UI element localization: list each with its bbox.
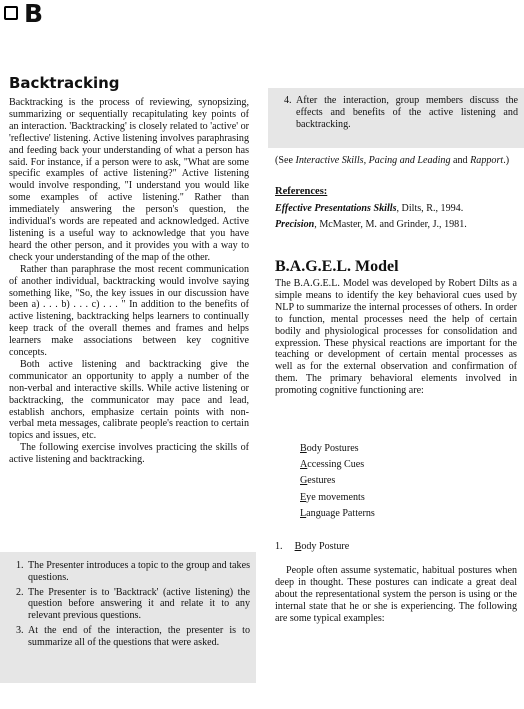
exercise-steps-box	[0, 552, 256, 683]
bagel-intro: The B.A.G.E.L. Model was developed by Robert Dilts as a simple means to identify the key behavioral cues used by NLP to summarize the internal processes of others. In order to function, mental processes need the help of certain bodily and physiological processes for consolidation and expression. These physical reactions are important for the teaching or development of certain mental processes as well as for the external observation and confirmation of them. The primary behavioral elements involved in promoting cognitive functioning are:	[275, 278, 517, 397]
backtracking-heading: Backtracking	[9, 74, 120, 92]
bagel-element: Gestures	[300, 475, 336, 487]
exercise-steps-continued-box	[268, 88, 524, 148]
exercise-step: 2. The Presenter is to 'Backtrack' (active listening) the question before answering it and relate it to any relevant previous questions.	[16, 586, 250, 622]
references-label: References:	[275, 186, 328, 197]
bagel-element: Language Patterns	[300, 507, 375, 519]
exercise-step: 4. After the interaction, group members discuss the effects and benefits of the active listening and backtracking.	[284, 95, 518, 130]
section-letter-header	[4, 0, 43, 26]
bagel-elements-list	[300, 441, 375, 522]
backtracking-body	[9, 97, 249, 466]
section-letter: B	[24, 0, 44, 28]
bagel-element: Eye movements	[300, 491, 365, 503]
backtracking-paragraph: Rather than paraphrase the most recent communication of another individual, backtracking would involve saying something like, "So, the key issues in our discussion have been a) . . . b) . . . c) . . . " In addition to the benefits of active listening, backtracking helps learners to continually keep track of the overall themes and frames and helps learners make associations between key cognitive concepts.	[9, 263, 249, 359]
body-posture-text: People often assume systematic, habitual postures when deep in thought. These postures can indicate a great deal about the representational system the person is using or the internal state that he or she is experiencing. The following are some typical examples:	[275, 565, 517, 624]
exercise-step: 1. The Presenter introduces a topic to the group and takes questions.	[16, 560, 250, 583]
backtracking-paragraph: Both active listening and backtracking give the communicator an opportunity to apply a number of the non-verbal and interactive skills. While active listening or backtracking, the communicator may pace and lead, establish anchors, emphasize certain points with non-verbal meta messages, calibrate people's reaction to certain topics and issues, etc.	[9, 358, 249, 442]
checkbox-icon[interactable]	[4, 6, 18, 20]
body-posture-heading: 1. Body Posture	[275, 541, 350, 552]
bagel-element: Body Postures	[300, 443, 359, 454]
exercise-step: 3. At the end of the interaction, the presenter is to summarize all of the questions that were asked.	[16, 624, 250, 648]
see-also: (See Interactive Skills, Pacing and Leading and Rapport.)	[275, 155, 510, 166]
reference-item: Effective Presentations Skills, Dilts, R., 1994.	[275, 203, 464, 214]
backtracking-paragraph: Backtracking is the process of reviewing, synopsizing, summarizing or sequentially recapitulating key points of an interaction. 'Backtracking' is closely related to 'active' or 'reflective' listening. Active listening involves paraphrasing and feeding back your understanding of what a person has said. For instance, if a person were to ask, "What are some specific examples of active listening?" Active listening would involve responding, "I understand you would like some examples of active listening." Rather than immediately answering the person's question, the individual's words are repeated and acknowledged. Active listening is a useful way to acknowledge that you have heard the other person, and it provides you with a way to check your understanding of the map of the other.	[9, 97, 249, 263]
bagel-element: Accessing Cues	[300, 459, 365, 471]
reference-item: Precision, McMaster, M. and Grinder, J., 1981.	[275, 219, 467, 230]
backtracking-paragraph: The following exercise involves practicing the skills of active listening and backtracking.	[9, 442, 249, 466]
bagel-heading: B.A.G.E.L. Model	[275, 258, 399, 275]
